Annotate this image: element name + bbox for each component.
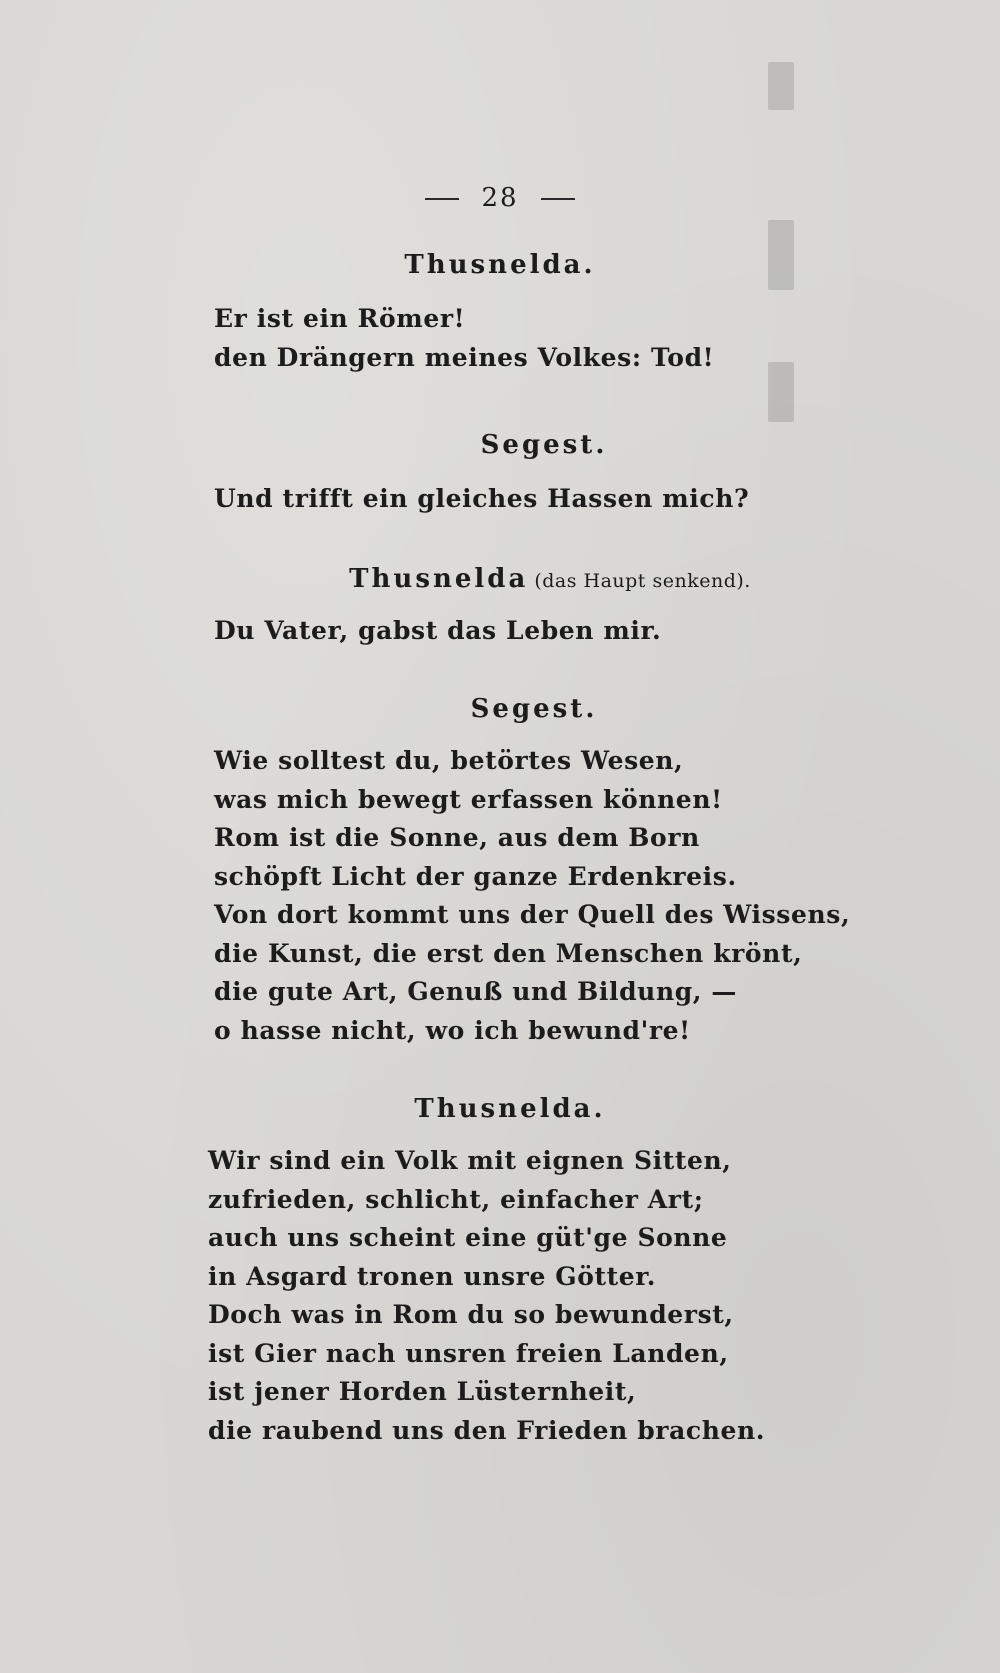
verse-line: o hasse nicht, wo ich bewund're! <box>214 1015 691 1045</box>
verse-line: Wir sind ein Volk mit eignen Sitten, <box>208 1146 732 1175</box>
bleed-through-mark <box>768 62 794 110</box>
verse-line: schöpft Licht der ganze Erdenkreis. <box>214 861 737 891</box>
dash-left <box>425 198 459 200</box>
speaker-name: Thusnelda <box>349 564 529 594</box>
speaker-name: Segest. <box>480 430 608 460</box>
verse-line: Du Vater, gabst das Leben mir. <box>214 616 662 645</box>
speaker-heading <box>50 564 1000 594</box>
speaker-heading <box>0 250 1000 280</box>
verse-line: die Kunst, die erst den Menschen krönt, <box>214 938 803 968</box>
verse-line: Wie solltest du, betörtes Wesen, <box>214 746 684 775</box>
verse-line: die raubend uns den Frieden brachen. <box>208 1415 766 1445</box>
verse-block <box>208 1142 765 1450</box>
verse-line: die gute Art, Genuß und Bildung, — <box>214 977 738 1006</box>
speaker-heading <box>44 430 1000 460</box>
bleed-through-mark <box>768 362 794 422</box>
verse-line: ist Gier nach unsren freien Landen, <box>208 1338 729 1368</box>
verse-line: zufrieden, schlicht, einfacher Art; <box>208 1184 704 1214</box>
speaker-heading <box>34 694 1000 724</box>
verse-line: auch uns scheint eine güt'ge Sonne <box>208 1223 728 1252</box>
verse-line: in Asgard tronen unsre Götter. <box>208 1261 657 1291</box>
speaker-name: Thusnelda. <box>414 1094 606 1124</box>
speaker-name: Segest. <box>470 694 598 724</box>
verse-line: Und trifft ein gleiches Hassen mich? <box>214 484 750 513</box>
verse-line: Rom ist die Sonne, aus dem Born <box>214 823 700 852</box>
verse-line: Doch was in Rom du so bewunderst, <box>208 1300 734 1329</box>
verse-block <box>214 612 661 651</box>
verse-line: Er ist ein Römer! <box>214 304 466 333</box>
dash-right <box>541 198 575 200</box>
verse-block <box>214 742 850 1050</box>
verse-line: Von dort kommt uns der Quell des Wissens, <box>214 900 851 929</box>
verse-line: den Drängern meines Volkes: Tod! <box>214 342 715 372</box>
verse-line: was mich bewegt erfassen können! <box>214 784 723 814</box>
verse-block <box>214 300 714 377</box>
verse-line: ist jener Horden Lüsternheit, <box>208 1377 637 1406</box>
page-number-text: 28 <box>481 183 519 213</box>
speaker-name: Thusnelda. <box>404 250 596 280</box>
verse-block <box>214 480 749 519</box>
page-number <box>0 183 1000 213</box>
speaker-heading <box>10 1094 1000 1124</box>
stage-direction: (das Haupt senkend). <box>534 570 751 592</box>
